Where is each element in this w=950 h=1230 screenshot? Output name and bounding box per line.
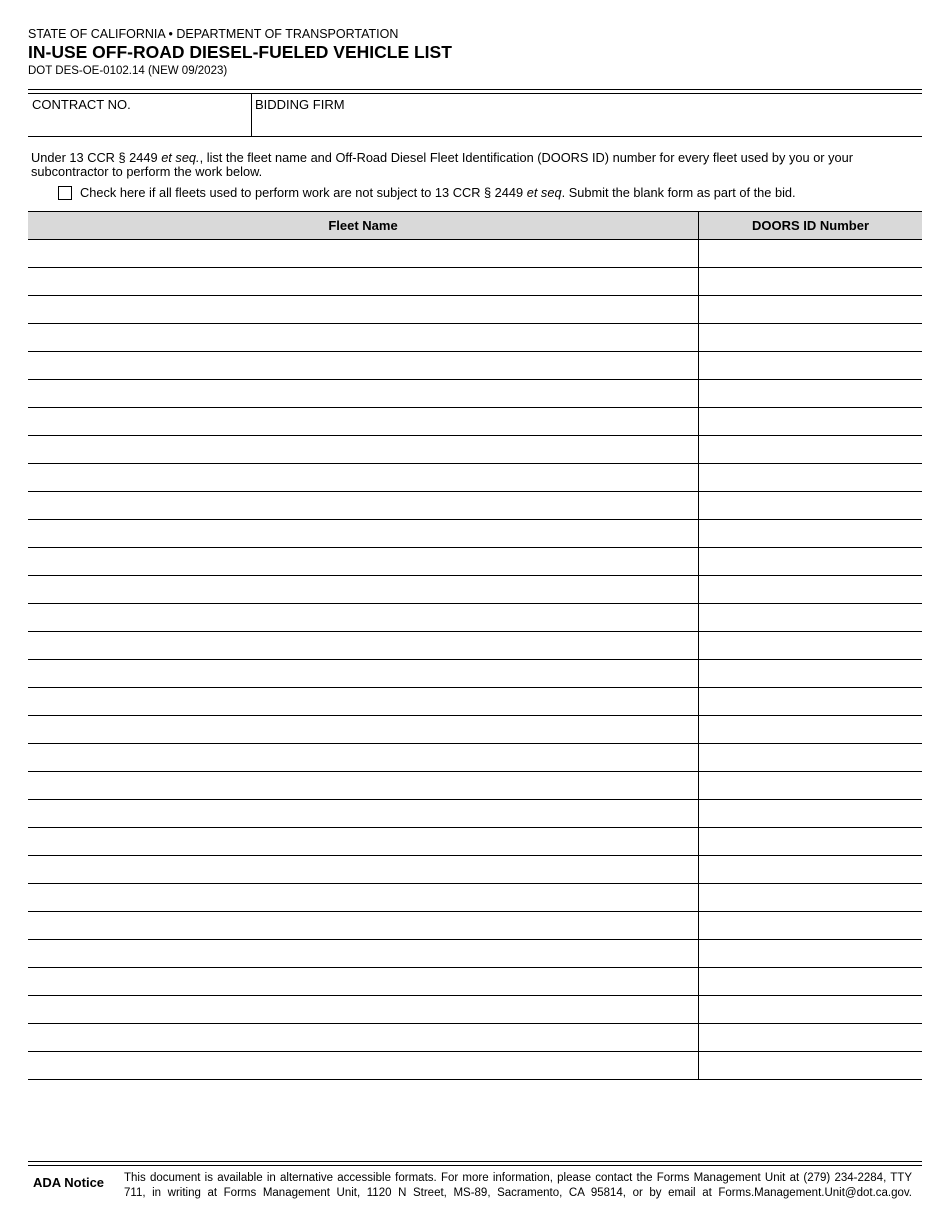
doors-id-cell[interactable] bbox=[699, 856, 923, 884]
doors-id-cell[interactable] bbox=[699, 716, 923, 744]
fleet-name-cell[interactable] bbox=[28, 996, 699, 1024]
fleet-name-cell[interactable] bbox=[28, 492, 699, 520]
table-row bbox=[28, 380, 922, 408]
table-row bbox=[28, 324, 922, 352]
divider bbox=[28, 1165, 922, 1166]
bidding-firm-label: BIDDING FIRM bbox=[255, 97, 345, 112]
doors-id-cell[interactable] bbox=[699, 324, 923, 352]
fleet-name-cell[interactable] bbox=[28, 380, 699, 408]
table-row bbox=[28, 520, 922, 548]
fleet-name-cell[interactable] bbox=[28, 408, 699, 436]
fleet-name-cell[interactable] bbox=[28, 604, 699, 632]
table-row bbox=[28, 996, 922, 1024]
exemption-checkbox[interactable] bbox=[58, 186, 72, 200]
fleet-name-cell[interactable] bbox=[28, 352, 699, 380]
fleet-name-cell[interactable] bbox=[28, 576, 699, 604]
header-fields-box bbox=[28, 94, 922, 137]
doors-id-cell[interactable] bbox=[699, 744, 923, 772]
table-row bbox=[28, 716, 922, 744]
doors-id-cell[interactable] bbox=[699, 296, 923, 324]
fleet-name-cell[interactable] bbox=[28, 240, 699, 268]
doors-id-cell[interactable] bbox=[699, 408, 923, 436]
table-row bbox=[28, 1052, 922, 1080]
exemption-checkbox-row[interactable] bbox=[58, 185, 796, 200]
doors-id-cell[interactable] bbox=[699, 492, 923, 520]
instructions: Under 13 CCR § 2449 et seq., list the fleet name and Off-Road Diesel Fleet Identification (DOORS ID) number for every fleet used by you or your subcontractor to perform the work below. bbox=[31, 150, 854, 179]
fleet-name-cell[interactable] bbox=[28, 940, 699, 968]
fleet-name-cell[interactable] bbox=[28, 660, 699, 688]
fleet-name-cell[interactable] bbox=[28, 1024, 699, 1052]
doors-id-cell[interactable] bbox=[699, 380, 923, 408]
table-row bbox=[28, 604, 922, 632]
fleet-name-cell[interactable] bbox=[28, 856, 699, 884]
table-row bbox=[28, 408, 922, 436]
fleet-name-cell[interactable] bbox=[28, 716, 699, 744]
fleet-name-cell[interactable] bbox=[28, 632, 699, 660]
table-row bbox=[28, 464, 922, 492]
fleet-name-cell[interactable] bbox=[28, 324, 699, 352]
fleet-name-cell[interactable] bbox=[28, 548, 699, 576]
doors-id-cell[interactable] bbox=[699, 828, 923, 856]
doors-id-cell[interactable] bbox=[699, 240, 923, 268]
doors-id-cell[interactable] bbox=[699, 464, 923, 492]
table-row bbox=[28, 940, 922, 968]
doors-id-cell[interactable] bbox=[699, 1024, 923, 1052]
divider bbox=[28, 89, 922, 90]
doors-id-cell[interactable] bbox=[699, 772, 923, 800]
form-number: DOT DES-OE-0102.14 (NEW 09/2023) bbox=[28, 65, 228, 77]
fleet-name-cell[interactable] bbox=[28, 912, 699, 940]
table-row bbox=[28, 240, 922, 268]
table-row bbox=[28, 1024, 922, 1052]
doors-id-cell[interactable] bbox=[699, 632, 923, 660]
table-row bbox=[28, 632, 922, 660]
column-header-doors-id: DOORS ID Number bbox=[699, 212, 923, 240]
table-row bbox=[28, 548, 922, 576]
contract-no-field[interactable] bbox=[32, 97, 131, 112]
doors-id-cell[interactable] bbox=[699, 520, 923, 548]
doors-id-cell[interactable] bbox=[699, 968, 923, 996]
doors-id-cell[interactable] bbox=[699, 688, 923, 716]
table-row bbox=[28, 828, 922, 856]
ada-notice-text: This document is available in alternative accessible formats. For more information, please contact the Forms Management Unit at (279) 234-2284, TTY 711, in writing at Forms Management Unit, 1120 N Street, MS-89, Sacramento, CA 95814, or by email at Forms.Management.Unit@dot.ca.gov. bbox=[124, 1172, 912, 1199]
doors-id-cell[interactable] bbox=[699, 576, 923, 604]
fleet-name-cell[interactable] bbox=[28, 744, 699, 772]
doors-id-cell[interactable] bbox=[699, 884, 923, 912]
contract-no-label: CONTRACT NO. bbox=[32, 97, 131, 112]
table-row bbox=[28, 576, 922, 604]
table-row bbox=[28, 296, 922, 324]
column-header-fleet-name: Fleet Name bbox=[28, 212, 699, 240]
form-title: IN-USE OFF-ROAD DIESEL-FUELED VEHICLE LIST bbox=[28, 42, 452, 62]
table-row bbox=[28, 856, 922, 884]
fleet-name-cell[interactable] bbox=[28, 968, 699, 996]
bidding-firm-field[interactable] bbox=[255, 97, 345, 112]
table-row bbox=[28, 492, 922, 520]
divider bbox=[28, 1161, 922, 1162]
table-row bbox=[28, 968, 922, 996]
table-row bbox=[28, 688, 922, 716]
table-row bbox=[28, 660, 922, 688]
ada-notice-label: ADA Notice bbox=[33, 1175, 105, 1190]
table-header-row bbox=[28, 212, 922, 240]
fleet-name-cell[interactable] bbox=[28, 296, 699, 324]
fleet-name-cell[interactable] bbox=[28, 884, 699, 912]
fleet-name-cell[interactable] bbox=[28, 520, 699, 548]
agency-line: STATE OF CALIFORNIA • DEPARTMENT OF TRANSPORTATION bbox=[28, 27, 399, 41]
fleet-name-cell[interactable] bbox=[28, 800, 699, 828]
doors-id-cell[interactable] bbox=[699, 548, 923, 576]
table-row bbox=[28, 436, 922, 464]
doors-id-cell[interactable] bbox=[699, 660, 923, 688]
table-row bbox=[28, 772, 922, 800]
doors-id-cell[interactable] bbox=[699, 940, 923, 968]
doors-id-cell[interactable] bbox=[699, 1052, 923, 1080]
doors-id-cell[interactable] bbox=[699, 352, 923, 380]
fleet-name-cell[interactable] bbox=[28, 436, 699, 464]
fleet-name-cell[interactable] bbox=[28, 1052, 699, 1080]
doors-id-cell[interactable] bbox=[699, 436, 923, 464]
table-row bbox=[28, 884, 922, 912]
table-row bbox=[28, 352, 922, 380]
doors-id-cell[interactable] bbox=[699, 268, 923, 296]
doors-id-cell[interactable] bbox=[699, 912, 923, 940]
table-row bbox=[28, 268, 922, 296]
doors-id-cell[interactable] bbox=[699, 604, 923, 632]
doors-id-cell[interactable] bbox=[699, 800, 923, 828]
table-row bbox=[28, 744, 922, 772]
fleet-table bbox=[28, 211, 922, 1080]
table-row bbox=[28, 800, 922, 828]
fleet-name-cell[interactable] bbox=[28, 688, 699, 716]
fleet-name-cell[interactable] bbox=[28, 772, 699, 800]
divider bbox=[251, 94, 252, 136]
doors-id-cell[interactable] bbox=[699, 996, 923, 1024]
fleet-name-cell[interactable] bbox=[28, 464, 699, 492]
fleet-name-cell[interactable] bbox=[28, 268, 699, 296]
table-row bbox=[28, 912, 922, 940]
fleet-name-cell[interactable] bbox=[28, 828, 699, 856]
exemption-checkbox-label: Check here if all fleets used to perform work are not subject to 13 CCR § 2449 et seq. Submit the blank form as part of the bid. bbox=[80, 185, 796, 200]
